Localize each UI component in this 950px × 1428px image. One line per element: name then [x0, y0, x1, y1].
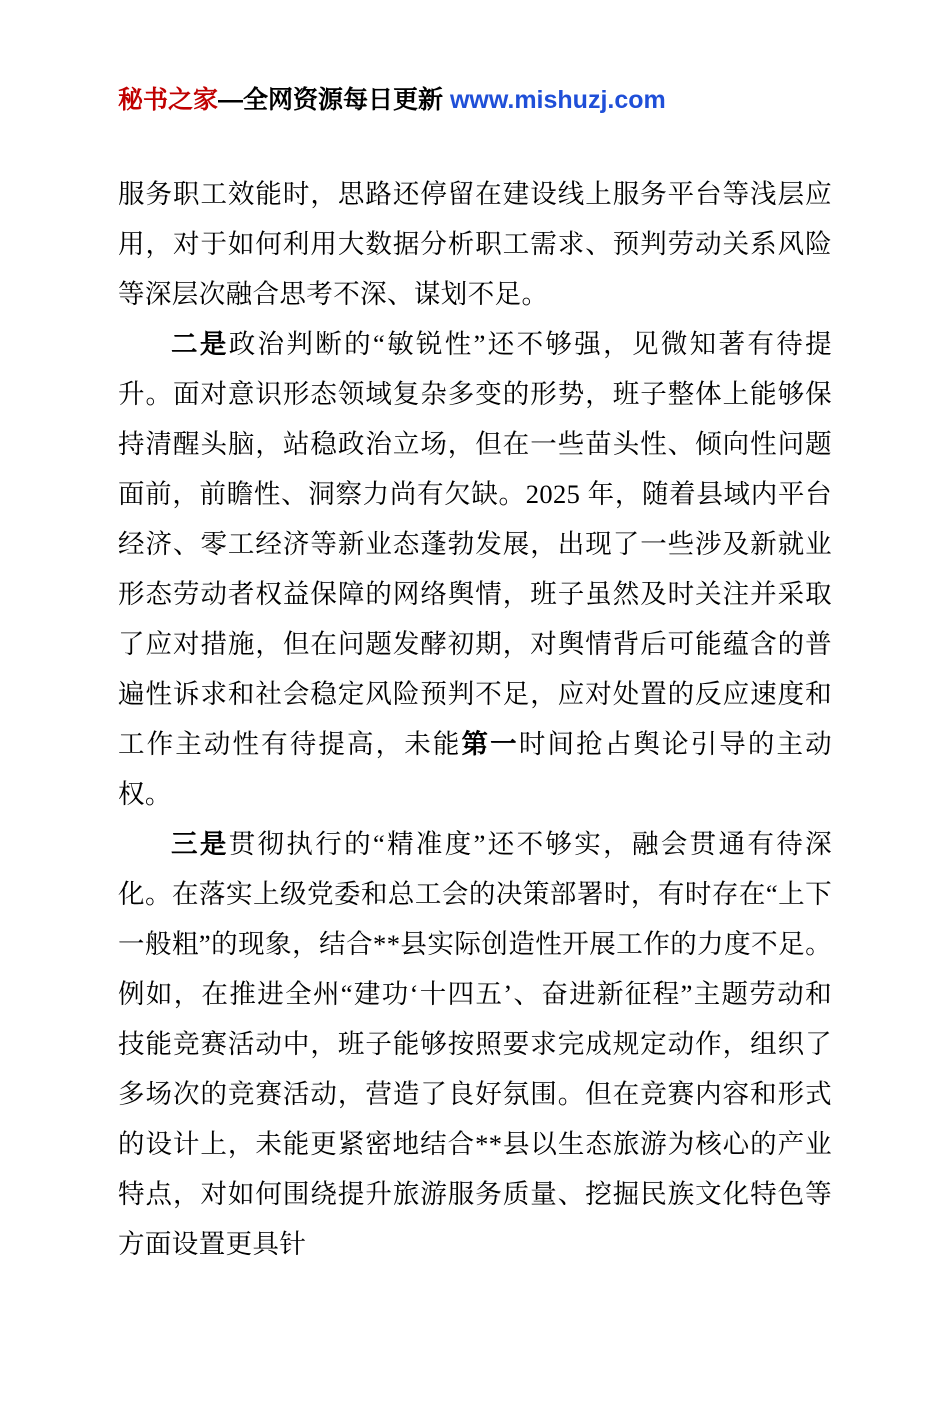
- site-header: [118, 84, 832, 117]
- document-body: [118, 169, 832, 1269]
- paragraph: [118, 319, 832, 819]
- text-run-bold: 三是: [171, 828, 229, 859]
- text-run: 贯彻执行的“精准度”还不够实，融会贯通有待深化。在落实上级党委和总工会的决策部署时，有时存在“上下一般粗”的现象，结合**县实际创造性开展工作的力度不足。例如，在推进全州“建功‘十四五’、奋进新征程”主题劳动和技能竞赛活动中，班子能够按照要求完成规定动作，组织了多场次的竞赛活动，营造了良好氛围。但在竞赛内容和形式的设计上，未能更紧密地结合**县以生态旅游为核心的产业特点，对如何围绕提升旅游服务质量、挖掘民族文化特色等方面设置更具针: [118, 828, 832, 1259]
- text-run-bold: 第一: [461, 728, 519, 759]
- document-page: [0, 84, 950, 1428]
- paragraph: [118, 819, 832, 1269]
- site-brand: 秘书之家: [118, 86, 219, 114]
- site-tagline: —全网资源每日更新: [218, 86, 450, 114]
- paragraph: [118, 169, 832, 319]
- site-url[interactable]: www.mishuzj.com: [449, 86, 666, 114]
- text-run-bold: 二是: [171, 328, 229, 359]
- text-run: 服务职工效能时，思路还停留在建设线上服务平台等浅层应用，对于如何利用大数据分析职工需求、预判劳动关系风险等深层次融合思考不深、谋划不足。: [118, 178, 832, 309]
- text-run: 时间抢占舆论引导的主动权。: [118, 728, 832, 809]
- text-run: 政治判断的“敏锐性”还不够强，见微知著有待提升。面对意识形态领域复杂多变的形势，班子整体上能够保持清醒头脑，站稳政治立场，但在一些苗头性、倾向性问题面前，前瞻性、洞察力尚有欠缺。2025 年，随着县域内平台经济、零工经济等新业态蓬勃发展，出现了一些涉及新就业形态劳动者权益保障的网络舆情，班子虽然及时关注并采取了应对措施，但在问题发酵初期，对舆情背后可能蕴含的普遍性诉求和社会稳定风险预判不足，应对处置的反应速度和工作主动性有待提高，未能: [118, 328, 832, 759]
